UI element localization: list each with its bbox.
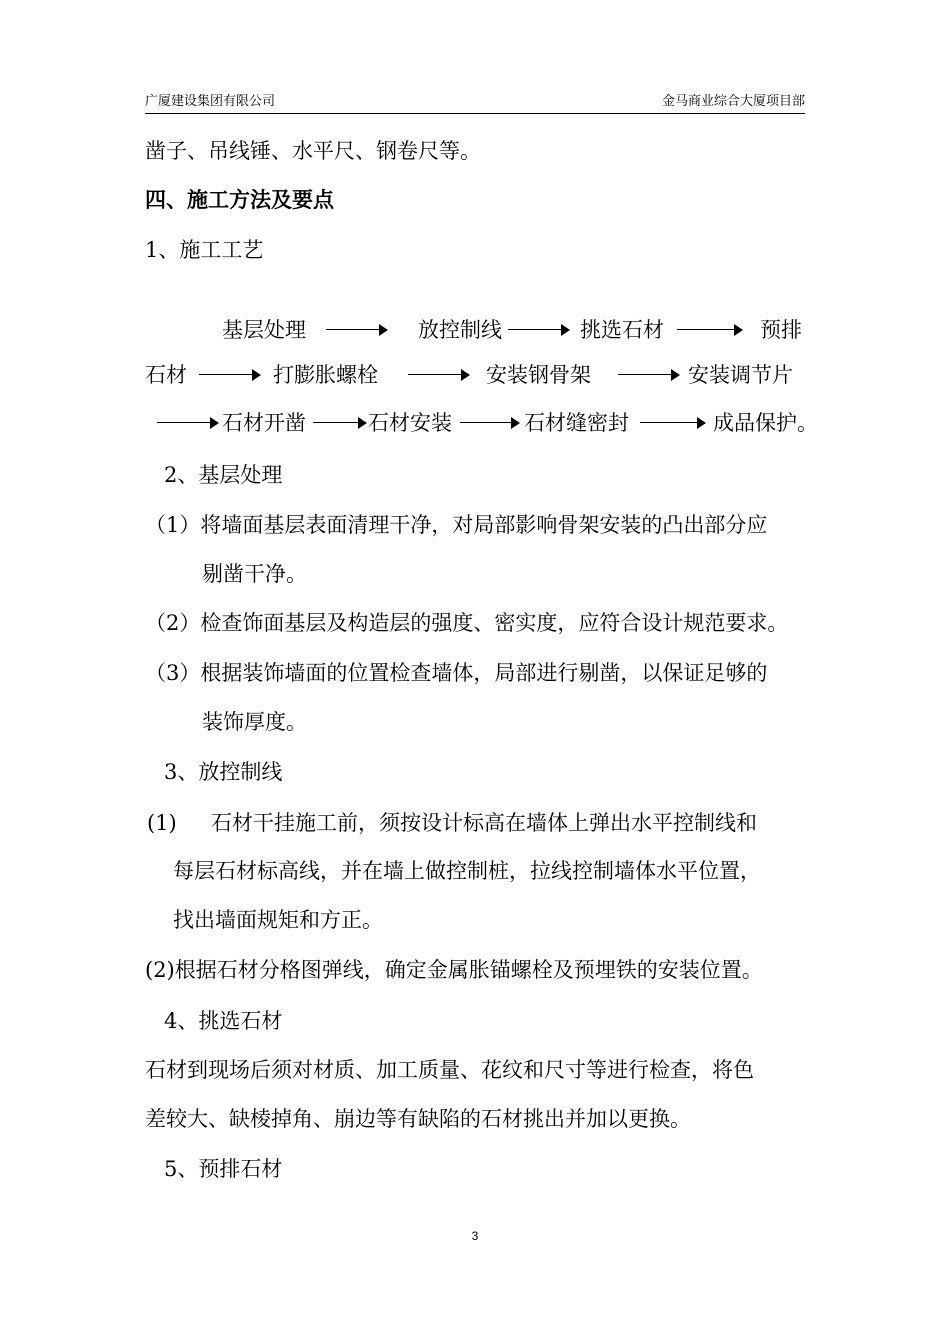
paragraph-line: 差较大、缺棱掉角、崩边等有缺陷的石材挑出并加以更换。 <box>145 1107 691 1131</box>
paragraph-line: 找出墙面规矩和方正。 <box>173 908 383 932</box>
flow-arrow-icon <box>640 417 706 429</box>
paragraph-line: 石材干挂施工前，须按设计标高在墙体上弹出水平控制线和 <box>211 811 757 835</box>
header-project: 金马商业综合大厦项目部 <box>661 94 805 109</box>
paragraph-line: 每层石材标高线，并在墙上做控制桩，拉线控制墙体水平位置， <box>173 859 761 883</box>
section-title: 四、施工方法及要点 <box>145 187 334 212</box>
header-rule <box>145 113 805 114</box>
paragraph-line: 剔凿干净。 <box>202 562 307 586</box>
flow-arrow-icon <box>157 417 219 429</box>
subsection-title-2: 2、基层处理 <box>164 463 283 487</box>
flow-step: 安装调节片 <box>688 363 793 387</box>
paragraph-line: (2)根据石材分格图弹线，确定金属胀锚螺栓及预埋铁的安装位置。 <box>145 958 763 982</box>
flow-step: 石材安装 <box>368 411 452 435</box>
subsection-title-4: 4、挑选石材 <box>164 1009 283 1033</box>
flow-step: 基层处理 <box>222 318 306 342</box>
paragraph-line: 石材到现场后须对材质、加工质量、花纹和尺寸等进行检查，将色 <box>145 1058 754 1082</box>
list-number: (1) <box>147 811 177 835</box>
paragraph-line: （3）根据装饰墙面的位置检查墙体，局部进行剔凿，以保证足够的 <box>145 661 768 685</box>
flow-step: 石材缝密封 <box>524 411 629 435</box>
flow-arrow-icon <box>408 369 470 381</box>
flow-arrow-icon <box>618 369 680 381</box>
subsection-title-1: 1、施工工艺 <box>145 238 264 262</box>
flow-step: 石材 <box>145 363 187 387</box>
flow-arrow-icon <box>677 324 743 336</box>
flow-step: 挑选石材 <box>580 318 664 342</box>
intro-line: 凿子、吊线锤、水平尺、钢卷尺等。 <box>145 139 481 163</box>
paragraph-line: （1）将墙面基层表面清理干净，对局部影响骨架安装的凸出部分应 <box>145 513 768 537</box>
flow-arrow-icon <box>460 417 520 429</box>
flow-arrow-icon <box>199 369 261 381</box>
flow-arrow-icon <box>508 324 570 336</box>
flow-step: 石材开凿 <box>222 411 306 435</box>
flow-step: 预排 <box>760 318 802 342</box>
flow-step: 放控制线 <box>418 318 502 342</box>
subsection-title-3: 3、放控制线 <box>164 760 283 784</box>
header-company: 广厦建设集团有限公司 <box>145 94 276 109</box>
page-number: 3 <box>471 1229 479 1243</box>
flow-step: 打膨胀螺栓 <box>273 363 378 387</box>
flow-step: 安装钢骨架 <box>486 363 591 387</box>
paragraph-line: 装饰厚度。 <box>202 710 307 734</box>
flow-arrow-icon <box>326 324 388 336</box>
flow-arrow-icon <box>313 417 367 429</box>
paragraph-line: （2）检查饰面基层及构造层的强度、密实度，应符合设计规范要求。 <box>145 611 789 635</box>
subsection-title-5: 5、预排石材 <box>164 1157 283 1181</box>
flow-step: 成品保护。 <box>713 411 818 435</box>
